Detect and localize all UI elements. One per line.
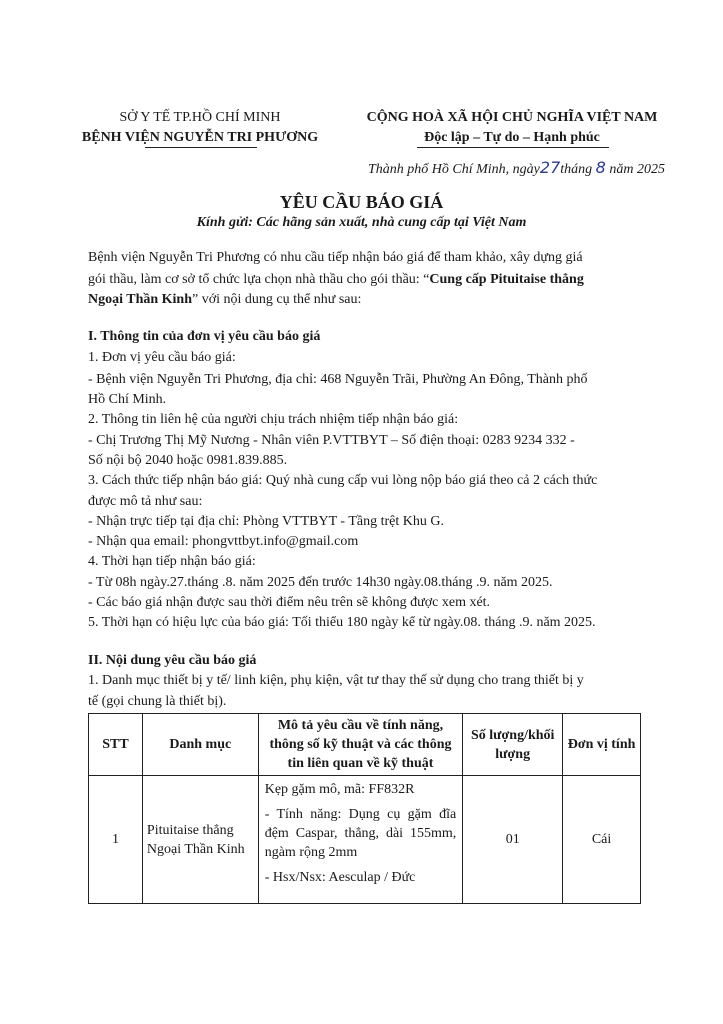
date-month-label: tháng (560, 162, 593, 177)
section1-line: - Nhận trực tiếp tại địa chỉ: Phòng VTTBYT - Tầng trệt Khu G. (88, 514, 444, 529)
section2-line: 1. Danh mục thiết bị y tế/ linh kiện, phụ kiện, vật tư thay thế sử dụng cho trang thiết bị y (88, 673, 584, 688)
section1-line: Số nội bộ 2040 hoặc 0981.839.885. (88, 453, 288, 468)
row-name: Pituitaise thẳng Ngoại Thần Kinh (142, 776, 258, 904)
section1-line: - Từ 08h ngày.27.tháng .8. năm 2025 đến trước 14h30 ngày.08.tháng .9. năm 2025. (88, 575, 553, 590)
section1-line: 2. Thông tin liên hệ của người chịu trách nhiệm tiếp nhận báo giá: (88, 412, 459, 427)
section2-heading: II. Nội dung yêu cầu báo giá (88, 653, 257, 668)
date-year: năm 2025 (609, 162, 665, 177)
section1-line: được mô tả như sau: (88, 494, 203, 509)
motto: Độc lập – Tự do – Hạnh phúc (424, 130, 600, 145)
section1-line: 4. Thời hạn tiếp nhận báo giá: (88, 554, 256, 569)
date-month: 8 (595, 158, 606, 177)
table-header-row (89, 714, 641, 776)
intro-tail: ” với nội dung cụ thể như sau: (192, 292, 362, 307)
package-name-part1: Cung cấp Pituitaise thẳng (429, 272, 584, 287)
desc-feature: - Tính năng: Dụng cụ gặm đĩa đệm Caspar, thẳng, dài 155mm, ngàm rộng 2mm (264, 807, 457, 860)
section1-line: Hồ Chí Minh. (88, 392, 167, 407)
section1-line: - Chị Trương Thị Mỹ Nương - Nhân viên P.VTTBYT – Số điện thoại: 0283 9234 332 - (88, 433, 575, 448)
desc-code: Kẹp gặm mô, mã: FF832R (264, 782, 415, 797)
section1-heading: I. Thông tin của đơn vị yêu cầu báo giá (88, 329, 321, 344)
section1-line: - Các báo giá nhận được sau thời điểm nêu trên sẽ không được xem xét. (88, 595, 491, 610)
header-stt: STT (89, 714, 143, 776)
intro-line-2 (88, 270, 648, 290)
contact-email: - Nhận qua email: phongvttbyt.info@gmail.com (88, 534, 359, 549)
hospital-name: BỆNH VIỆN NGUYỄN TRI PHƯƠNG (81, 130, 319, 145)
motto-underline (417, 147, 609, 148)
date-line (368, 158, 665, 180)
row-description (258, 776, 463, 904)
header-quantity: Số lượng/khối lượng (463, 714, 563, 776)
date-prefix: Thành phố Hồ Chí Minh, ngày (368, 162, 540, 177)
header-name: Danh mục (142, 714, 258, 776)
date-day: 27 (539, 158, 561, 177)
header-description: Mô tả yêu cầu về tính năng, thông số kỹ thuật và các thông tin liên quan về kỹ thuật (258, 714, 463, 776)
intro-text: gói thầu, làm cơ sở tổ chức lựa chọn nhà thầu cho gói thầu: “ (88, 272, 430, 287)
package-name-part2: Ngoại Thần Kinh (88, 292, 193, 307)
intro-line-3 (88, 290, 648, 310)
section1-line: - Bệnh viện Nguyễn Tri Phương, địa chỉ: 468 Nguyễn Trãi, Phường An Đông, Thành phố (88, 372, 588, 387)
row-unit: Cái (563, 776, 641, 904)
header-unit: Đơn vị tính (563, 714, 641, 776)
row-quantity: 01 (463, 776, 563, 904)
equipment-table (88, 713, 641, 904)
nation-name: CỘNG HOÀ XÃ HỘI CHỦ NGHĨA VIỆT NAM (366, 110, 658, 125)
section1-line: 5. Thời hạn có hiệu lực của báo giá: Tối thiểu 180 ngày kể từ ngày.08. tháng .9. năm 2025. (88, 615, 596, 630)
section1-line: 1. Đơn vị yêu cầu báo giá: (88, 350, 236, 365)
hospital-name-underline (145, 147, 257, 148)
section1-line: 3. Cách thức tiếp nhận báo giá: Quý nhà cung cấp vui lòng nộp báo giá theo cả 2 cách thức (88, 473, 598, 488)
intro-line-1: Bệnh viện Nguyễn Tri Phương có nhu cầu tiếp nhận báo giá để tham khảo, xây dựng giá (88, 250, 583, 265)
recipient-line: Kính gửi: Các hãng sản xuất, nhà cung cấp tại Việt Nam (196, 215, 527, 230)
desc-manufacturer: - Hsx/Nsx: Aesculap / Đức (264, 870, 416, 885)
ministry-name: SỞ Y TẾ TP.HỒ CHÍ MINH (119, 110, 281, 125)
section2-line: tế (gọi chung là thiết bị). (88, 694, 227, 709)
table-row (89, 776, 641, 904)
page-title: YÊU CẦU BÁO GIÁ (279, 192, 444, 212)
row-stt: 1 (89, 776, 143, 904)
